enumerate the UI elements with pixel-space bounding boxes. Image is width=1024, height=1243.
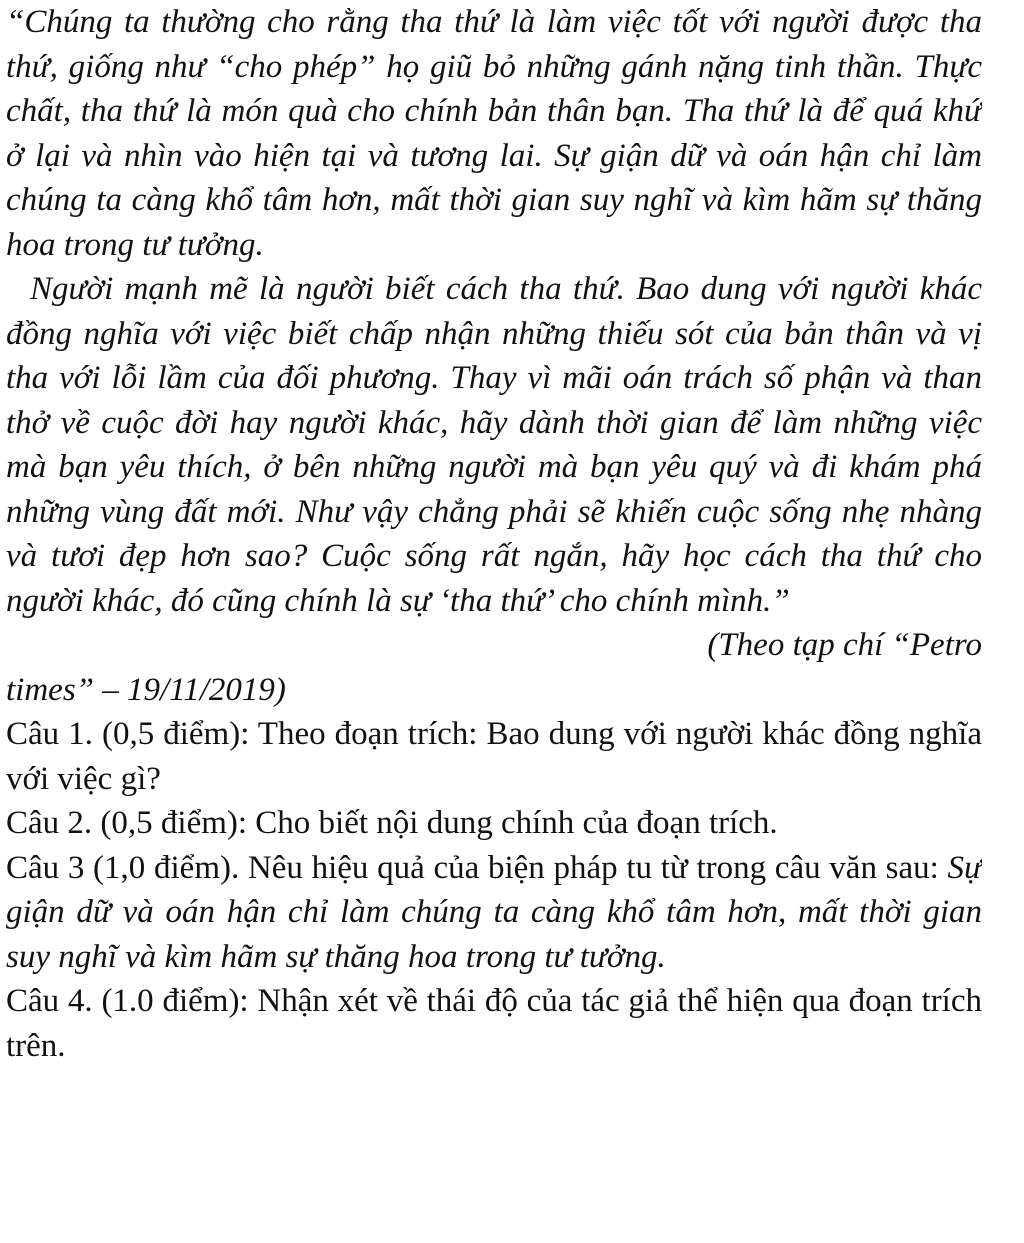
source-citation-line-2: times” – 19/11/2019) <box>6 671 286 708</box>
passage-paragraph-2: Người mạnh mẽ là người biết cách tha thứ. Bao dung với người khác đồng nghĩa với việc biết chấp nhận những thiếu sót của bản thân và vị tha với lỗi lầm của đối phương. Thay vì mãi oán trách số phận và than thở về cuộc đời hay người khác, hãy dành thời gian để làm những việc mà bạn yêu thích, ở bên những người mà bạn yêu quý và đi khám phá những vùng đất mới. Như vậy chẳng phải sẽ khiến cuộc sống nhẹ nhàng và tươi đẹp hơn sao? Cuộc sống rất ngắn, hãy học cách tha thứ cho người khác, đó cũng chính là sự ‘tha thứ’ cho chính mình.” <box>6 271 982 619</box>
question-2: Câu 2. (0,5 điểm): Cho biết nội dung chính của đoạn trích. <box>6 805 778 841</box>
document-page <box>6 0 982 1243</box>
passage-paragraph-1: “Chúng ta thường cho rằng tha thứ là làm việc tốt với người được tha thứ, giống như “cho phép” họ giũ bỏ những gánh nặng tinh thần. Thực chất, tha thứ là món quà cho chính bản thân bạn. Tha thứ là để quá khứ ở lại và nhìn vào hiện tại và tương lai. Sự giận dữ và oán hận chỉ làm chúng ta càng khổ tâm hơn, mất thời gian suy nghĩ và kìm hãm sự thăng hoa trong tư tưởng. <box>6 4 982 263</box>
question-3 <box>6 846 982 980</box>
question-4: Câu 4. (1.0 điểm): Nhận xét về thái độ của tác giả thể hiện qua đoạn trích trên. <box>6 983 982 1064</box>
question-3-prefix: Câu 3 (1,0 điểm). Nêu hiệu quả của biện pháp tu từ trong câu văn sau: <box>6 849 948 886</box>
question-3-quote: Sự giận dữ và oán hận chỉ làm chúng ta càng khổ tâm hơn, mất thời gian suy nghĩ và kìm hãm sự thăng hoa trong tư tưởng. <box>6 849 982 975</box>
question-1: Câu 1. (0,5 điểm): Theo đoạn trích: Bao dung với người khác đồng nghĩa với việc gì? <box>6 716 982 797</box>
source-citation-line-1: (Theo tạp chí “Petro <box>707 627 982 663</box>
